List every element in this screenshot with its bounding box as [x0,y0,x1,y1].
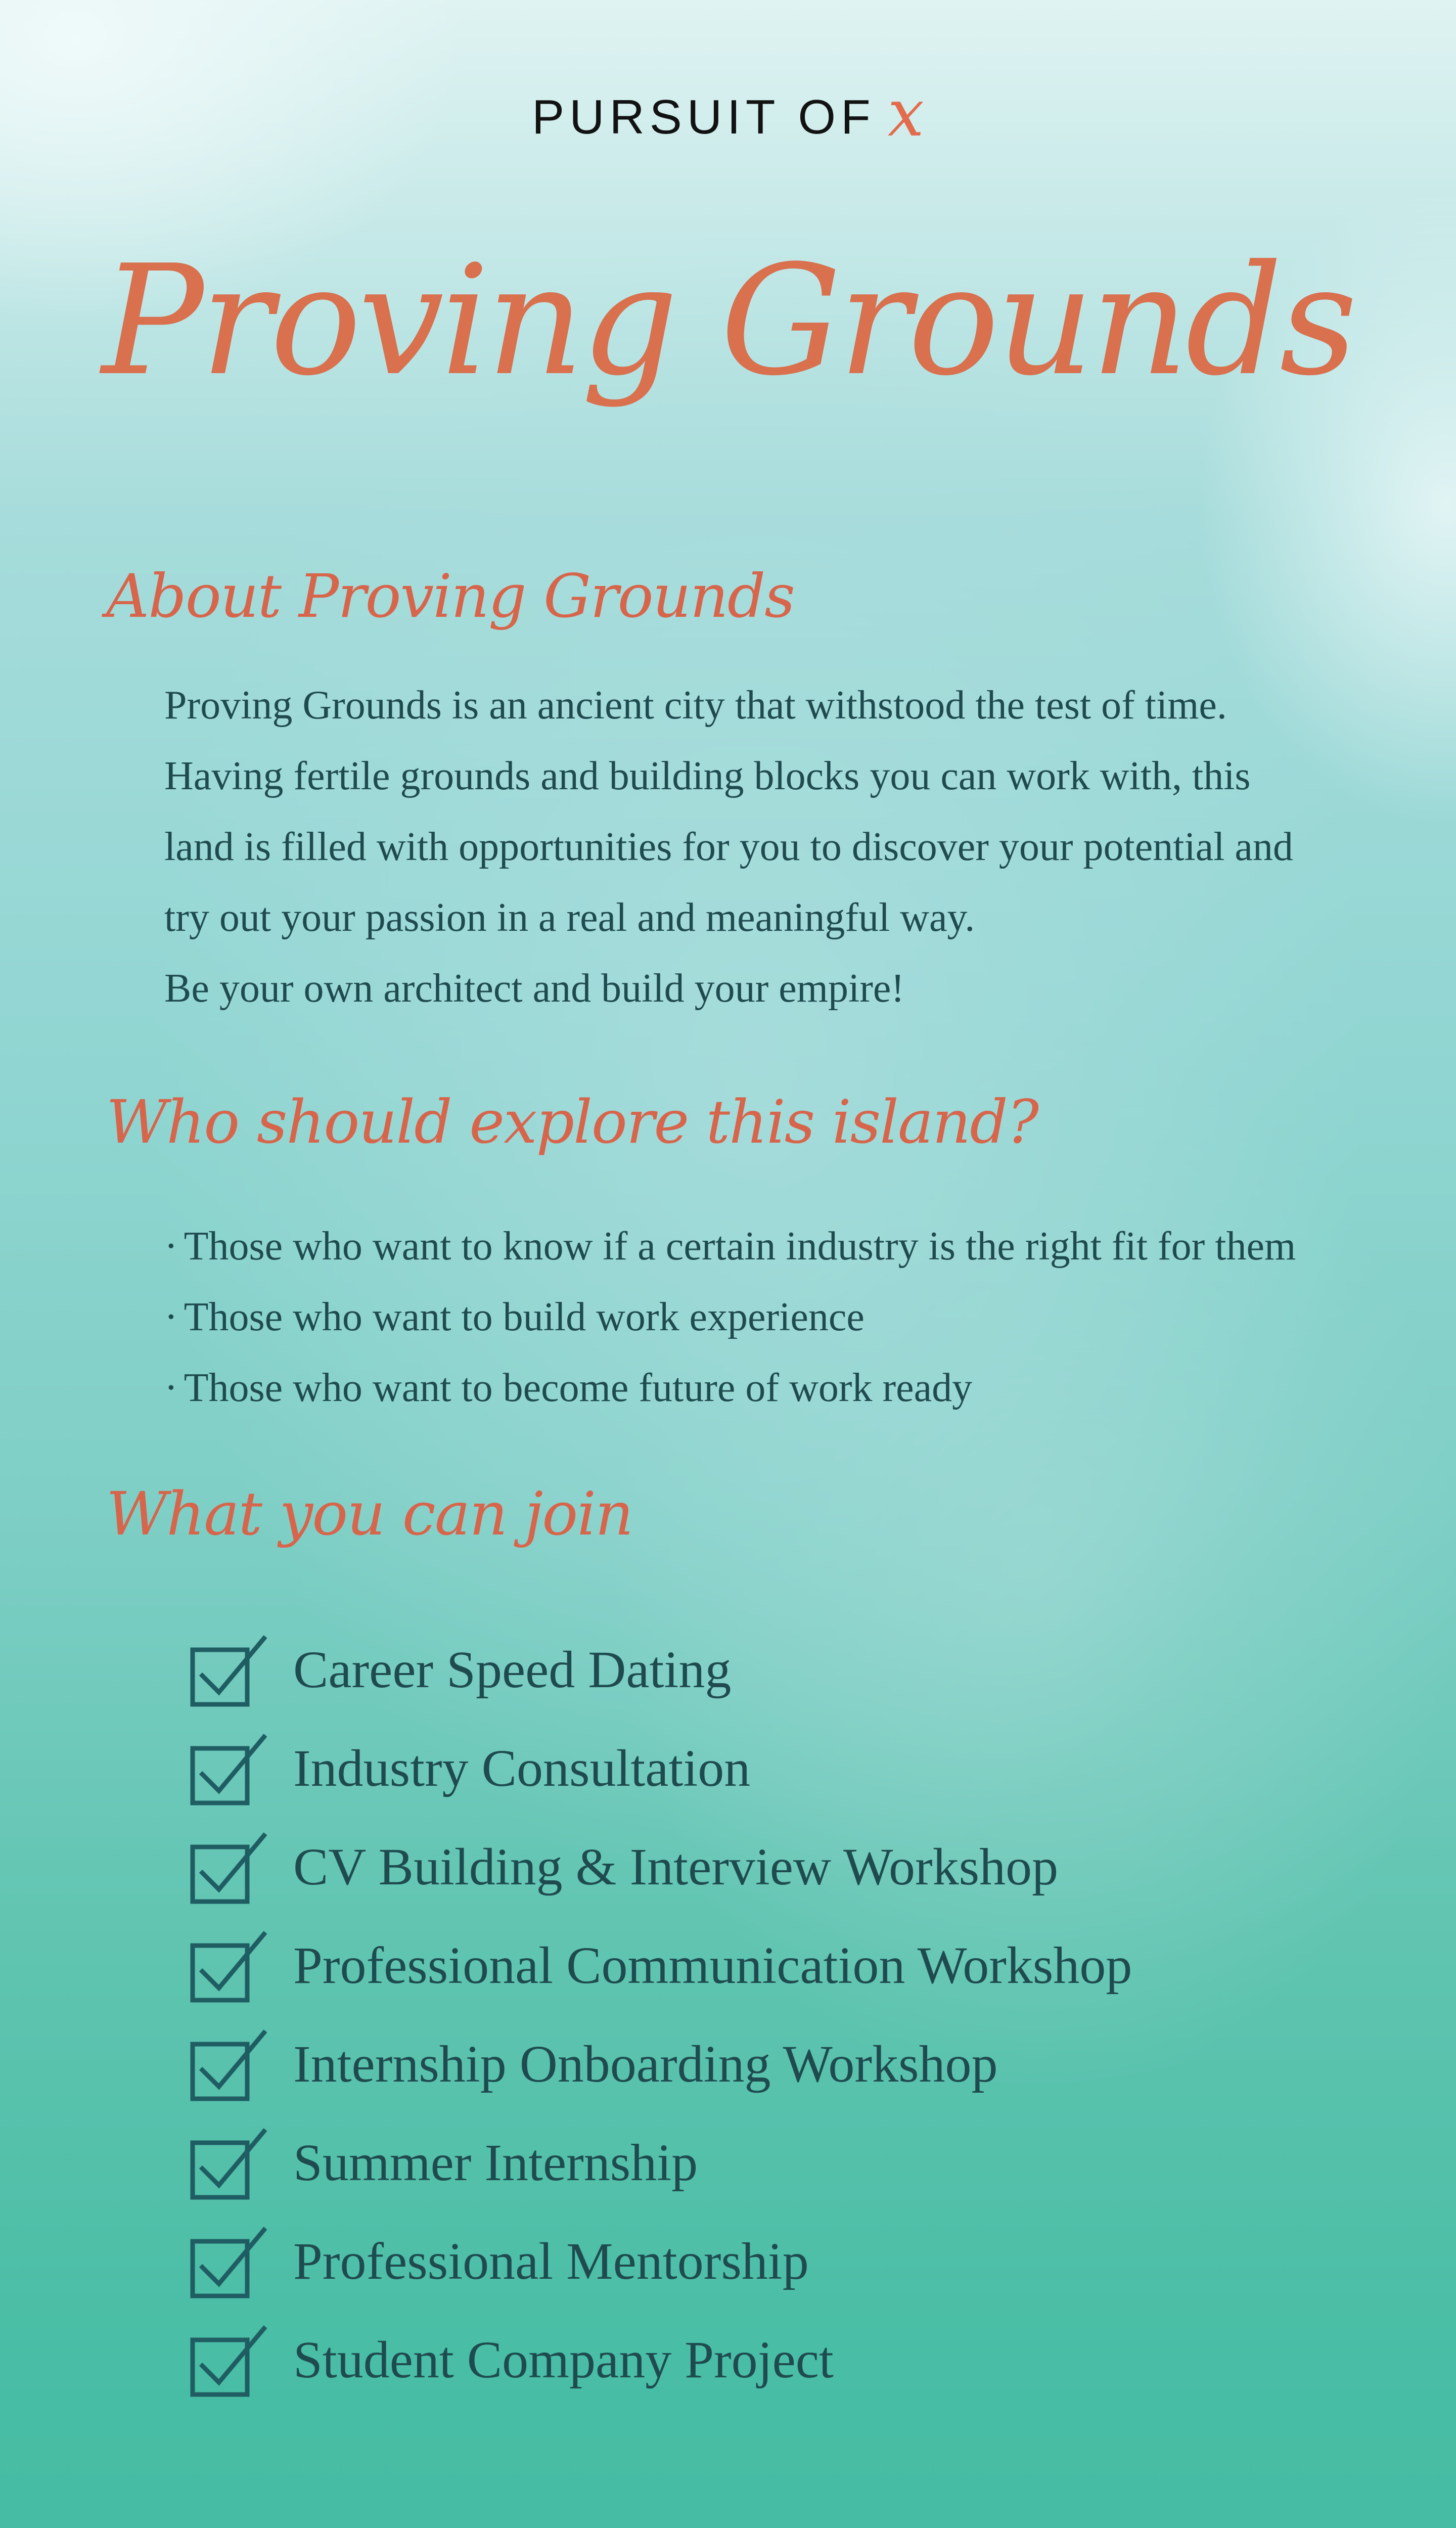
join-item-label: Industry Consultation [293,1739,751,1797]
page-title: Proving Grounds [101,233,1355,409]
explore-heading: Who should explore this island? [106,1087,1038,1157]
explore-list [164,1211,1296,1423]
bullet-icon: · [164,1295,178,1339]
join-item-label: Student Company Project [293,2331,834,2389]
brand-logo [0,76,1456,151]
checkbox-checked-icon [190,2222,273,2300]
join-item-label: Career Speed Dating [293,1641,732,1699]
about-heading: About Proving Grounds [106,561,794,631]
explore-item-text: Those who want to become future of work ready [184,1366,973,1410]
explore-list-item [164,1211,1296,1282]
explore-item-text: Those who want to know if a certain industry is the right fit for them [184,1224,1296,1269]
checkbox-checked-icon [190,2025,273,2103]
checkbox-checked-icon [190,2321,273,2399]
join-list-item [190,2113,1132,2212]
join-item-label: CV Building & Interview Workshop [293,1838,1059,1896]
join-list-item [190,1620,1132,1719]
join-item-label: Summer Internship [293,2134,698,2192]
bullet-icon: · [164,1224,178,1269]
join-list-item [190,1719,1132,1818]
about-line: Having fertile grounds and building blocks you can work with, this [164,754,1251,798]
join-list-item [190,1818,1132,1916]
about-paragraph [164,670,1368,1024]
join-list-item [190,2212,1132,2311]
checkbox-checked-icon [190,1729,273,1808]
join-item-label: Professional Communication Workshop [293,1936,1132,1995]
join-list-item [190,2311,1132,2409]
join-item-label: Internship Onboarding Workshop [293,2035,998,2093]
join-list-item [190,2015,1132,2113]
join-heading: What you can join [106,1479,633,1549]
about-line: Proving Grounds is an ancient city that withstood the test of time. [164,683,1227,728]
checkbox-checked-icon [190,1828,273,1906]
brand-name: PURSUIT OF [532,90,876,144]
about-line: land is filled with opportunities for you to discover your potential and [164,825,1293,869]
explore-item-text: Those who want to build work experience [184,1295,864,1339]
checkbox-checked-icon [190,1631,273,1709]
join-item-label: Professional Mentorship [293,2232,809,2290]
brand-x-mark: x [887,76,924,151]
explore-list-item [164,1352,1296,1423]
checkbox-checked-icon [190,2124,273,2202]
explore-list-item [164,1282,1296,1352]
about-line: Be your own architect and build your empire! [164,966,904,1011]
join-list-item [190,1916,1132,2015]
join-list [190,1620,1132,2409]
bullet-icon: · [164,1366,178,1410]
checkbox-checked-icon [190,1926,273,2005]
about-line: try out your passion in a real and meaningful way. [164,895,975,940]
